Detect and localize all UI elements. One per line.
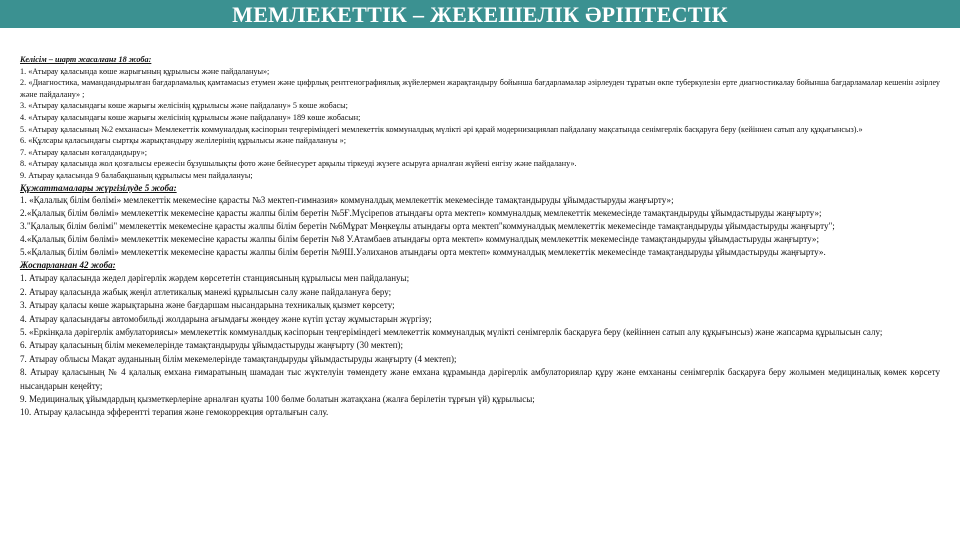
- list-item: 3. «Атырау қаласындағы көше жарығы желісінің құрылысы және пайдалану» 5 көше жобасы;: [20, 101, 348, 111]
- section-planned: [20, 259, 940, 420]
- list-item: 5.«Қалалық білім бөлімі» мемлекеттік мекемесіне қарасты жалпы білім беретін №9Ш.Уәлиханов атындағы орта мектеп» коммуналдық мемлекеттік мекемесінде тамақтандыруды ұйымдастыруды жаңғырту».: [20, 247, 826, 258]
- section-documentation: [20, 182, 940, 259]
- list-item: 5. «Еркінқала дәрігерлік амбулаториясы» мемлекеттік коммуналдық кәсіпорын теңгеріміндегі мемлекеттік коммуналдық мүлікті сенімгерлік басқаруға беру (кейіннен сатып алу құқығынсыз) және жапсарма құрылысын салу;: [20, 327, 883, 337]
- list-item: 4. Атырау қаласындағы автомобильді жолдарына ағымдағы жөндеу және күтіп ұстау жұмыстарын жүргізу;: [20, 313, 432, 324]
- list-item: 10. Атырау қаласында эфферентті терапия және гемокоррекция орталығын салу.: [20, 407, 329, 418]
- list-item: 8. «Атырау қаласында жол қозғалысы ережесін бұзушылықты фото және бейнесурет арқылы тіркеуді жүзеге асыруға арналған жүйені енгізу және пайдалану».: [20, 159, 577, 169]
- projects-text: [20, 54, 940, 420]
- slide-title: МЕМЛЕКЕТТІК – ЖЕКЕШЕЛІК ӘРІПТЕСТІК: [0, 0, 960, 28]
- list-item: 2. Атырау қаласында жабық жеңіл атлетикалық манежі құрылысын салу және пайдалануға беру;: [20, 286, 392, 297]
- list-item: 4.«Қалалық білім бөлімі» мемлекеттік мекемесіне қарасты жалпы білім беретін №8 У.Атамбаев атындағы орта мектеп» коммуналдық мемлекеттік мекемесінде тамақтандыруды ұйымдастыруды жаңғырту»;: [20, 234, 819, 245]
- section-heading: Жоспарланған 42 жоба:: [20, 259, 116, 270]
- list-item: 3. Атырау қаласы көше жарықтарына және бағдаршам нысандарына техникалық қызмет көрсету;: [20, 300, 395, 311]
- list-item: 6. «Құлсары қаласындағы сыртқы жарықтандыру желілерінің құрылысы және пайдалануы »;: [20, 136, 347, 146]
- list-item: 8. Атырау қаласының № 4 қалалық емхана ғимаратының шамадан тыс жүктелуін төмендету және емхана құрамында дәрігерлік амбулаториялар құру және емхананы сенімгерлік басқаруға беру жолымен медициналық көмек көрсету нысандарын кеңейту;: [20, 367, 940, 391]
- list-item: 1. Атырау қаласында жедел дәрігерлік жәрдем көрсететін станциясының құрылысы мен пайдалануы;: [20, 273, 410, 284]
- list-item: 3."Қалалық білім бөлімі" мемлекеттік мекемесіне қарасты жалпы білім беретін №6Мұрат Мөңкеұлы атындағы орта мектеп"коммуналдық мемлекеттік мекемесінде тамақтандыруды ұйымдастыруды жаңғырту";: [20, 221, 835, 232]
- list-item: 9. Медициналық ұйымдардың қызметкерлеріне арналған қуаты 100 бөлме болатын жатақхана (жалға берілетін тұрғын үй) құрылысы;: [20, 394, 535, 405]
- list-item: 5. «Атырау қаласының №2 емханасы» Мемлекеттік коммуналдық кәсіпорын теңгеріміндегі мемлекеттік коммуналдық мүлікті әрі қарай модернизациялап пайдалану мақсатында сенімгерлік басқаруға беру (кейіннен сатып алу құқығынсыз).»: [20, 124, 863, 134]
- section-signed-contracts: [20, 54, 940, 182]
- list-item: 9. Атырау қаласында 9 балабақшаның құрылысы мен пайдалануы;: [20, 170, 253, 180]
- list-item: 7. «Атырау қаласын көгалдандыру»;: [20, 147, 148, 157]
- list-item: 1. «Атырау қаласында көше жарығының құрылысы және пайдалануы»;: [20, 66, 270, 76]
- list-item: 1. «Қалалық білім бөлімі» мемлекеттік мекемесіне қарасты №3 мектеп-гимназия» коммуналдық мемлекеттік мекемесінде тамақтандыруды ұйымдастыруды жаңғырту»;: [20, 195, 674, 206]
- list-item: 2.«Қалалық білім бөлімі» мемлекеттік мекемесіне қарасты жалпы білім беретін №5Ғ.Мүсірепов атындағы орта мектеп» коммуналдық мемлекеттік мекемесінде тамақтандыруды ұйымдастыруды жаңғырту»;: [20, 208, 822, 219]
- list-item: 4. «Атырау қаласындағы көше жарығы желісінің құрылысы және пайдалану» 189 көше жобасын;: [20, 112, 361, 122]
- list-item: 6. Атырау қаласының білім мекемелерінде тамақтандыруды ұйымдастыруды жаңғырту (30 мектеп);: [20, 340, 404, 351]
- list-item: 7. Атырау облысы Мақат ауданының білім мекемелерінде тамақтандыруды ұйымдастыруды жаңғырту (4 мектеп);: [20, 353, 457, 364]
- section-heading: Келісім – шарт жасалғанғ 18 жоба:: [20, 55, 152, 64]
- list-item: 2. «Диагностика, мамандандырылған бағдарламалық қамтамасыз етумен және цифрлық рентгенографиялық жүйелермен жарақтандыру бойынша бағдарламалар әзірлеуден тұратын өкпе туберкулезін ерте диагностикалау бойынша бағдарламалар кешенін әзірлеу және пайдалану» ;: [20, 78, 940, 99]
- section-heading: Құжаттамалары жүргізілуде 5 жоба:: [20, 182, 177, 193]
